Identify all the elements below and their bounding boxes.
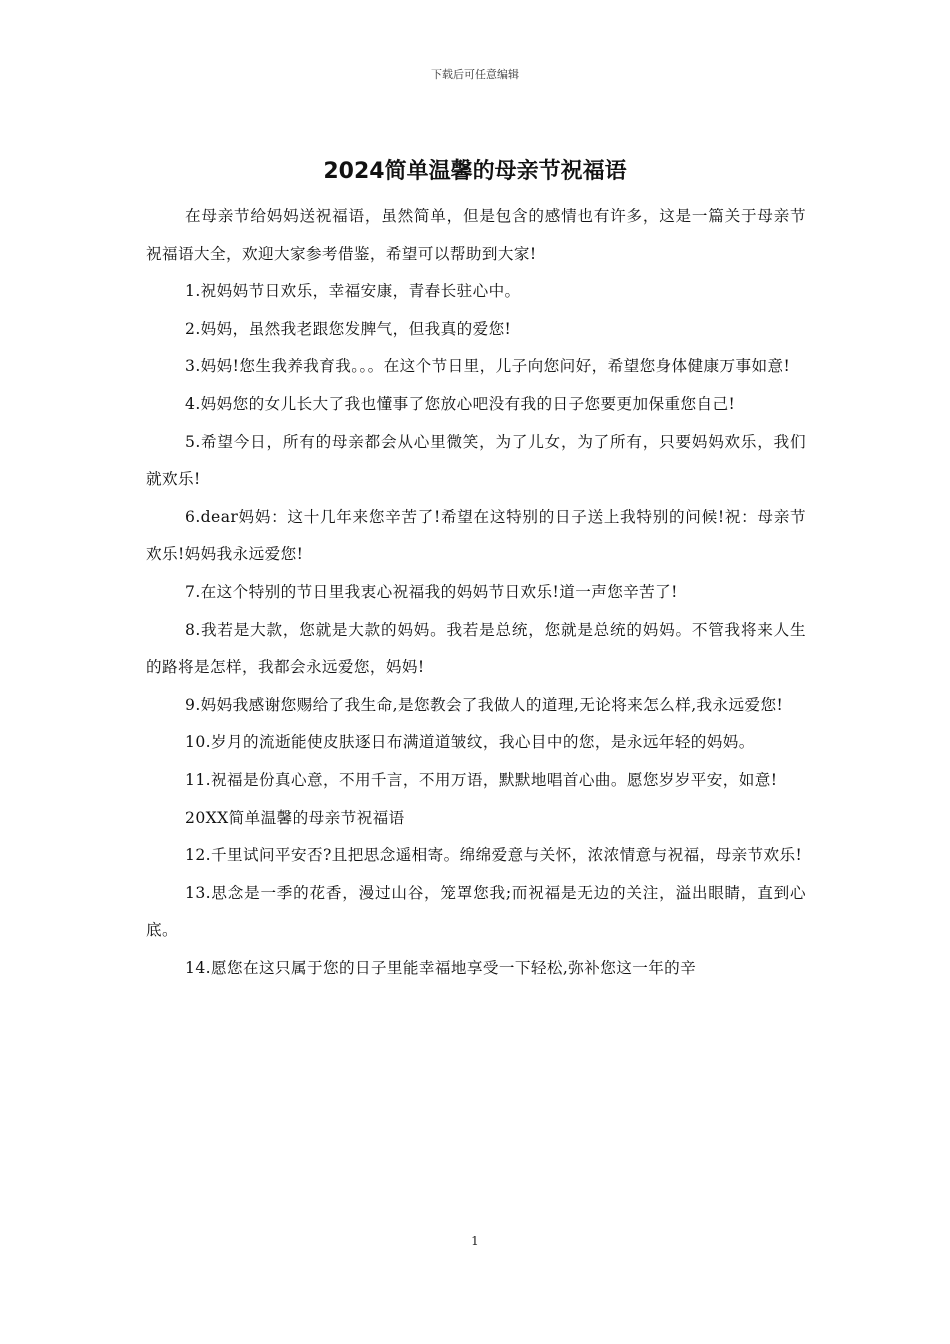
blessing-item-5: 5.希望今日，所有的母亲都会从心里微笑，为了儿女，为了所有，只要妈妈欢乐，我们就欢乐! bbox=[146, 432, 806, 489]
section-subheading: 20XX简单温馨的母亲节祝福语 bbox=[185, 808, 405, 827]
blessing-item-2: 2.妈妈，虽然我老跟您发脾气，但我真的爱您! bbox=[185, 319, 512, 338]
page-header: 下载后可任意编辑 bbox=[431, 68, 519, 81]
blessing-item-9: 9.妈妈我感谢您赐给了我生命,是您教会了我做人的道理,无论将来怎么样,我永远爱您! bbox=[185, 695, 784, 714]
document-body bbox=[146, 198, 806, 987]
intro-paragraph: 在母亲节给妈妈送祝福语，虽然简单，但是包含的感情也有许多，这是一篇关于母亲节祝福语大全，欢迎大家参考借鉴，希望可以帮助到大家! bbox=[146, 207, 806, 263]
blessing-item-12: 12.千里试问平安否?且把思念遥相寄。绵绵爱意与关怀，浓浓情意与祝福，母亲节欢乐! bbox=[185, 846, 803, 865]
blessing-item-6: 6.dear妈妈：这十几年来您辛苦了!希望在这特别的日子送上我特别的问候!祝：母亲节欢乐!妈妈我永远爱您! bbox=[146, 507, 806, 564]
blessing-item-14: 14.愿您在这只属于您的日子里能幸福地享受一下轻松,弥补您这一年的辛 bbox=[185, 958, 697, 977]
document-title: 2024简单温馨的母亲节祝福语 bbox=[323, 159, 627, 184]
blessing-item-3: 3.妈妈!您生我养我育我。。。在这个节日里，儿子向您问好，希望您身体健康万事如意! bbox=[185, 357, 791, 376]
blessing-item-8: 8.我若是大款，您就是大款的妈妈。我若是总统，您就是总统的妈妈。不管我将来人生的路将是怎样，我都会永远爱您，妈妈! bbox=[146, 620, 806, 677]
page-number: 1 bbox=[471, 1234, 479, 1248]
blessing-item-4: 4.妈妈您的女儿长大了我也懂事了您放心吧没有我的日子您要更加保重您自己! bbox=[185, 394, 736, 413]
blessing-item-11: 11.祝福是份真心意，不用千言，不用万语，默默地唱首心曲。愿您岁岁平安，如意! bbox=[185, 770, 778, 789]
blessing-item-10: 10.岁月的流逝能使皮肤逐日布满道道皱纹，我心目中的您，是永远年轻的妈妈。 bbox=[185, 733, 755, 752]
blessing-item-13: 13.思念是一季的花香，漫过山谷，笼罩您我;而祝福是无边的关注，溢出眼睛，直到心底。 bbox=[146, 883, 806, 940]
blessing-item-1: 1.祝妈妈节日欢乐，幸福安康，青春长驻心中。 bbox=[185, 282, 521, 301]
blessing-item-7: 7.在这个特别的节日里我衷心祝福我的妈妈节日欢乐!道一声您辛苦了! bbox=[185, 582, 678, 601]
